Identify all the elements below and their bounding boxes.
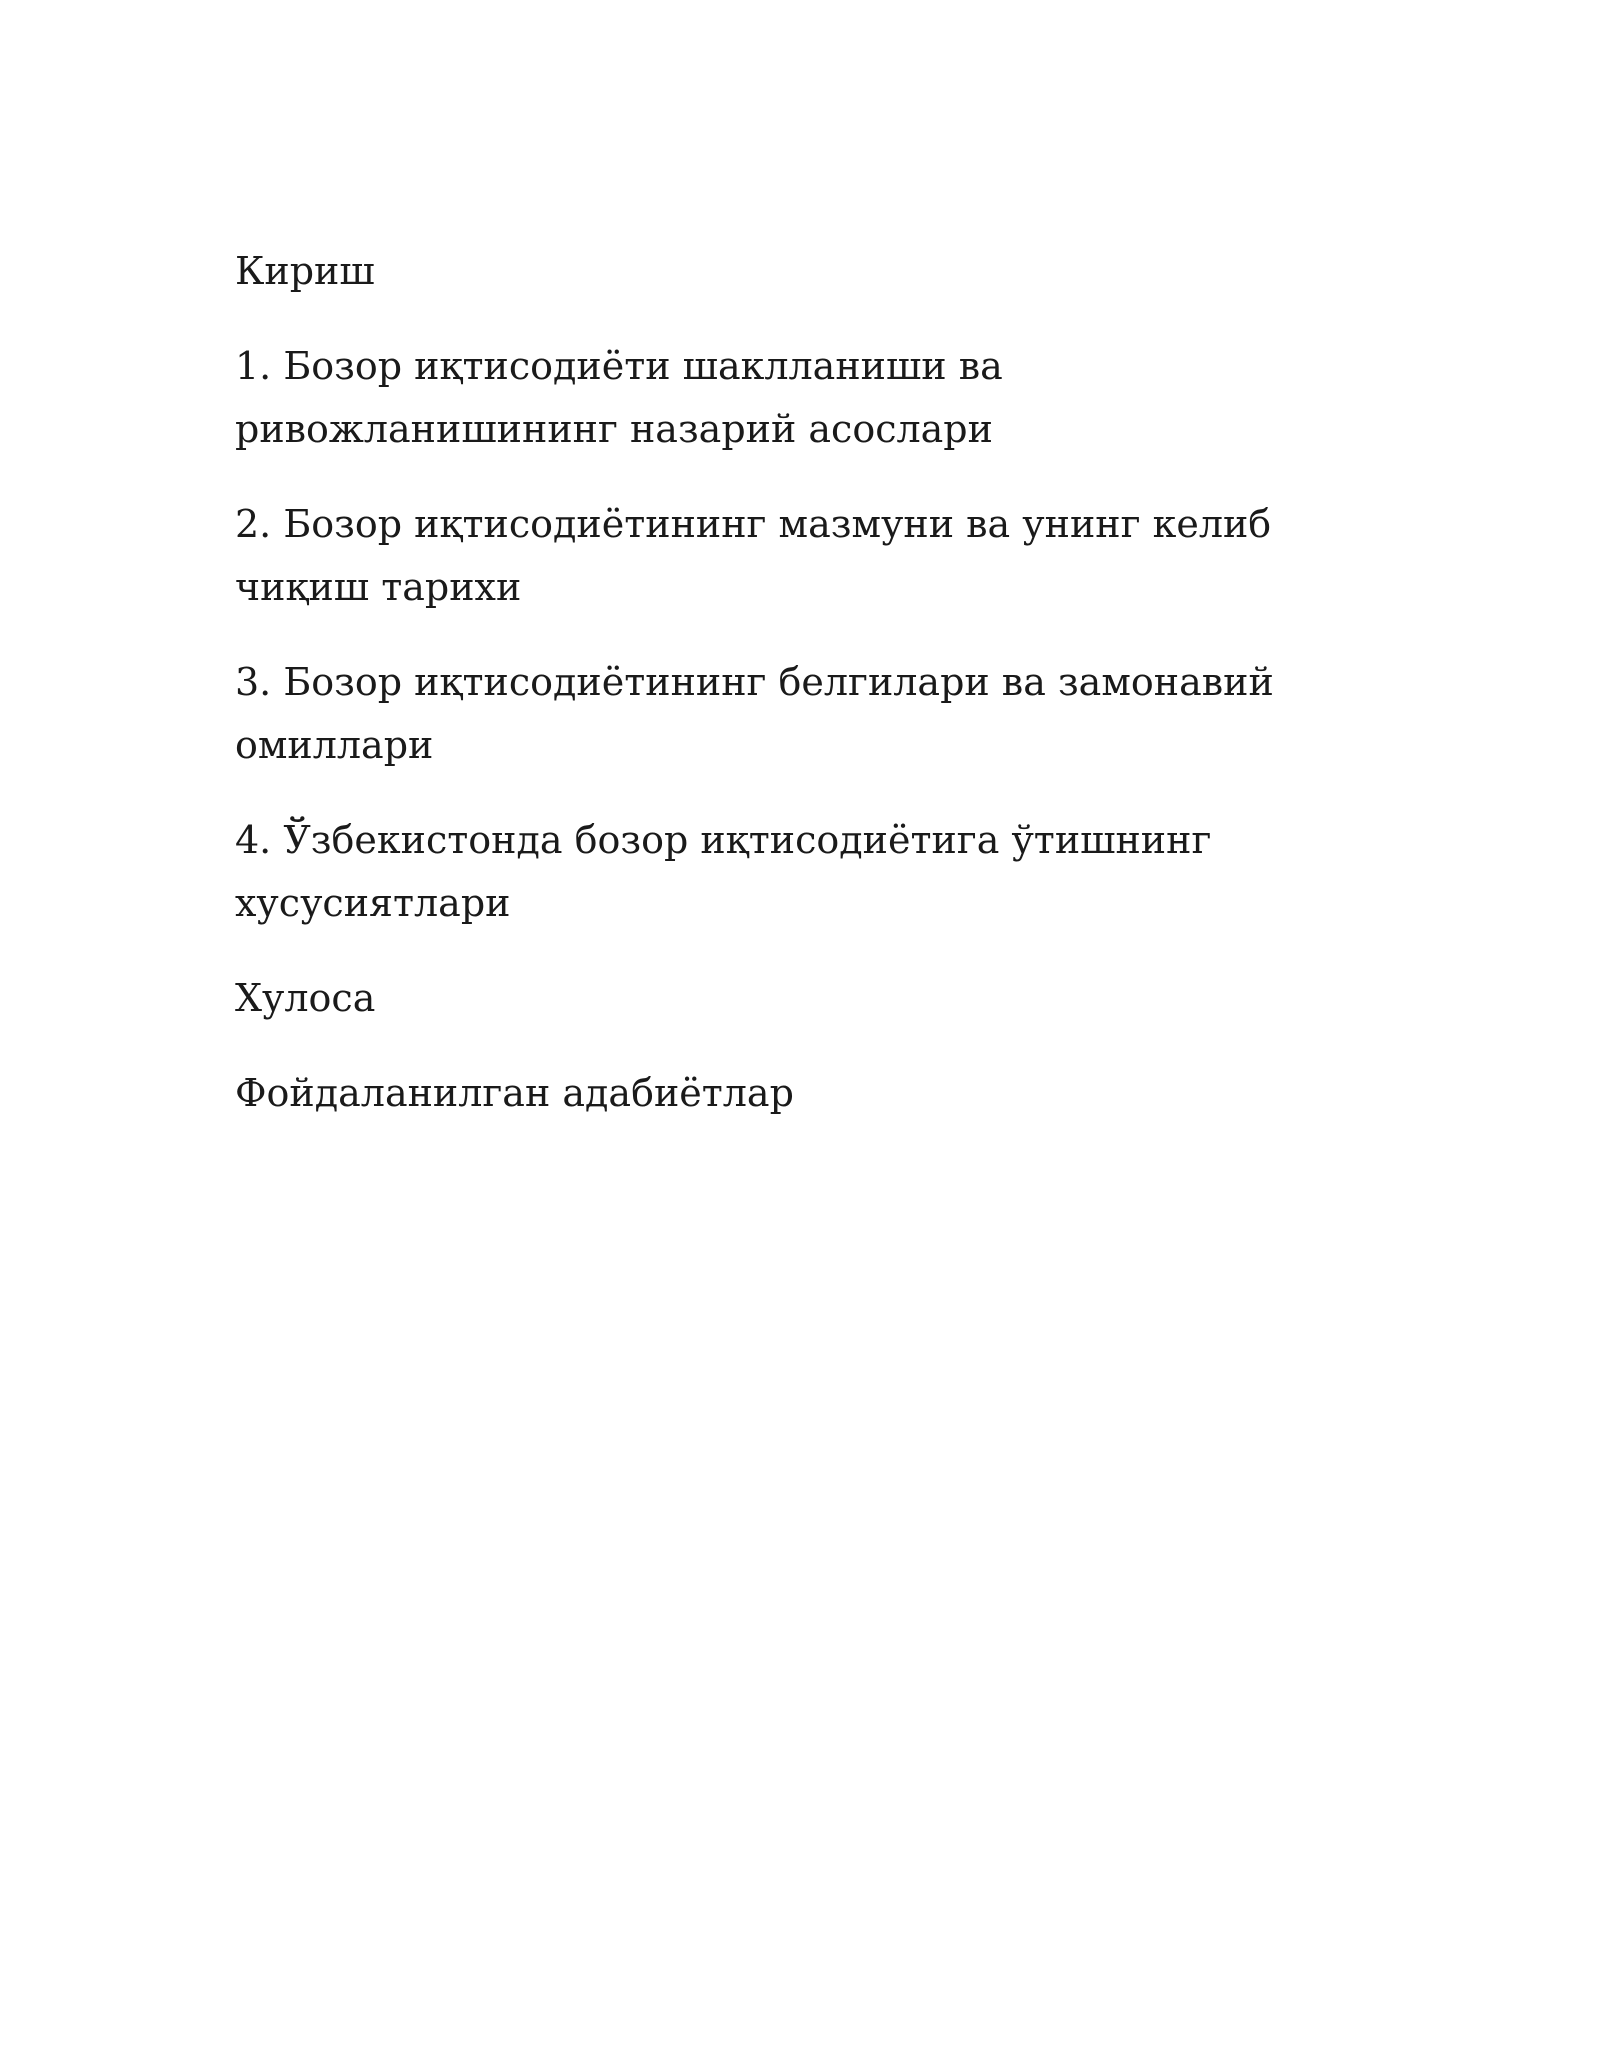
- toc-entry-3: 3. Бозор иқтисодиётининг белгилари ва замонавий омиллари: [235, 660, 1274, 767]
- toc-entry-references: Фойдаланилган адабиётлар: [235, 1071, 794, 1115]
- toc-entry-introduction: Кириш: [235, 249, 375, 293]
- toc-entry-conclusion: Хулоса: [235, 976, 376, 1020]
- toc-entry-4: 4. Ўзбекистонда бозор иқтисодиётига ўтишнинг хусусиятлари: [235, 818, 1212, 925]
- table-of-contents: [235, 240, 1375, 1157]
- toc-entry-1: 1. Бозор иқтисодиёти шаклланиши ва ривожланишининг назарий асослари: [235, 344, 1003, 451]
- toc-entry-2: 2. Бозор иқтисодиётининг мазмуни ва унинг келиб чиқиш тарихи: [235, 502, 1272, 609]
